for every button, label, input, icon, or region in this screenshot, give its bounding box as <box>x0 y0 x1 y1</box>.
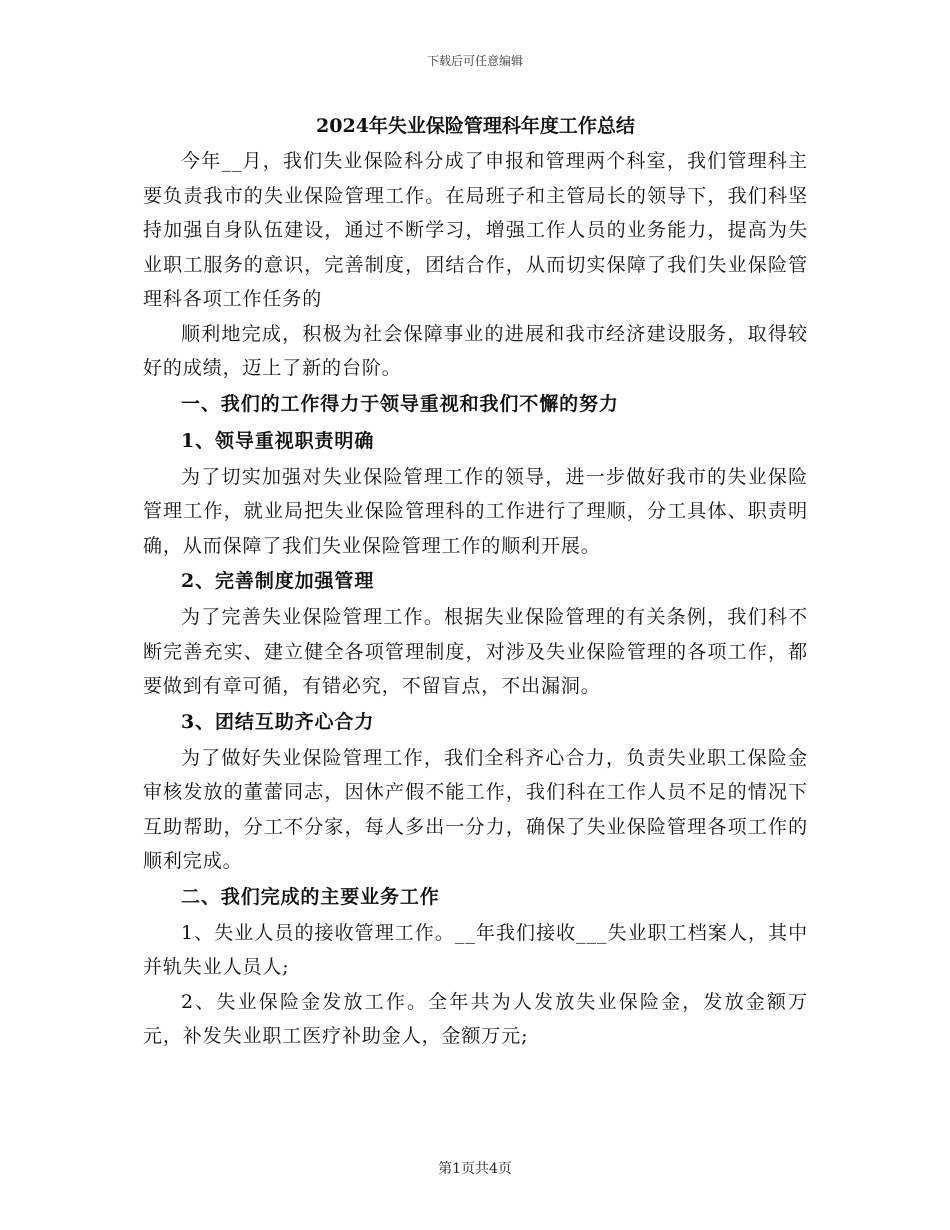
document-body <box>143 108 808 1054</box>
page-header-note: 下载后可任意编辑 <box>426 54 523 68</box>
paragraph-teamwork: 为了做好失业保险管理工作，我们全科齐心合力，负责失业职工保险金审核发放的董蕾同志，因休产假不能工作，我们科在工作人员不足的情况下互助帮助，分工不分家，每人多出一分力，确保了失业保险管理各项工作的顺利完成。 <box>143 746 808 872</box>
section-heading-1: 一、我们的工作得力于领导重视和我们不懈的努力 <box>181 392 619 415</box>
subsection-heading-1-2: 2、完善制度加强管理 <box>181 570 375 592</box>
subsection-heading-1-3: 3、团结互助齐心合力 <box>181 710 375 733</box>
document-title: 2024年失业保险管理科年度工作总结 <box>316 115 635 137</box>
page-footer-number: 第1页共4页 <box>438 1161 512 1177</box>
subsection-heading-1-1: 1、领导重视职责明确 <box>181 429 375 452</box>
paragraph-payment: 2、失业保险金发放工作。全年共为人发放失业保险金，发放金额万元，补发失业职工医疗补助金人，金额万元; <box>143 990 808 1047</box>
paragraph-system: 为了完善失业保险管理工作。根据失业保险管理的有关条例，我们科不断完善充实、建立健全各项管理制度，对涉及失业保险管理的各项工作，都要做到有章可循，有错必究，不留盲点，不出漏洞。 <box>143 606 808 697</box>
paragraph-reception: 1、失业人员的接收管理工作。__年我们接收___失业职工档案人，其中并轨失业人员人; <box>143 921 808 978</box>
paragraph-intro-continued: 顺利地完成，积极为社会保障事业的进展和我市经济建设服务，取得较好的成绩，迈上了新的台阶。 <box>143 322 808 379</box>
paragraph-intro: 今年__月，我们失业保险科分成了申报和管理两个科室，我们管理科主要负责我市的失业保险管理工作。在局班子和主管局长的领导下，我们科坚持加强自身队伍建设，通过不断学习，增强工作人员的业务能力，提高为失业职工服务的意识，完善制度，团结合作，从而切实保障了我们失业保险管理科各项工作任务的 <box>143 150 808 310</box>
section-heading-2: 二、我们完成的主要业务工作 <box>181 885 440 908</box>
paragraph-leadership: 为了切实加强对失业保险管理工作的领导，进一步做好我市的失业保险管理工作，就业局把失业保险管理科的工作进行了理顺，分工具体、职责明确，从而保障了我们失业保险管理工作的顺利开展。 <box>143 465 808 557</box>
